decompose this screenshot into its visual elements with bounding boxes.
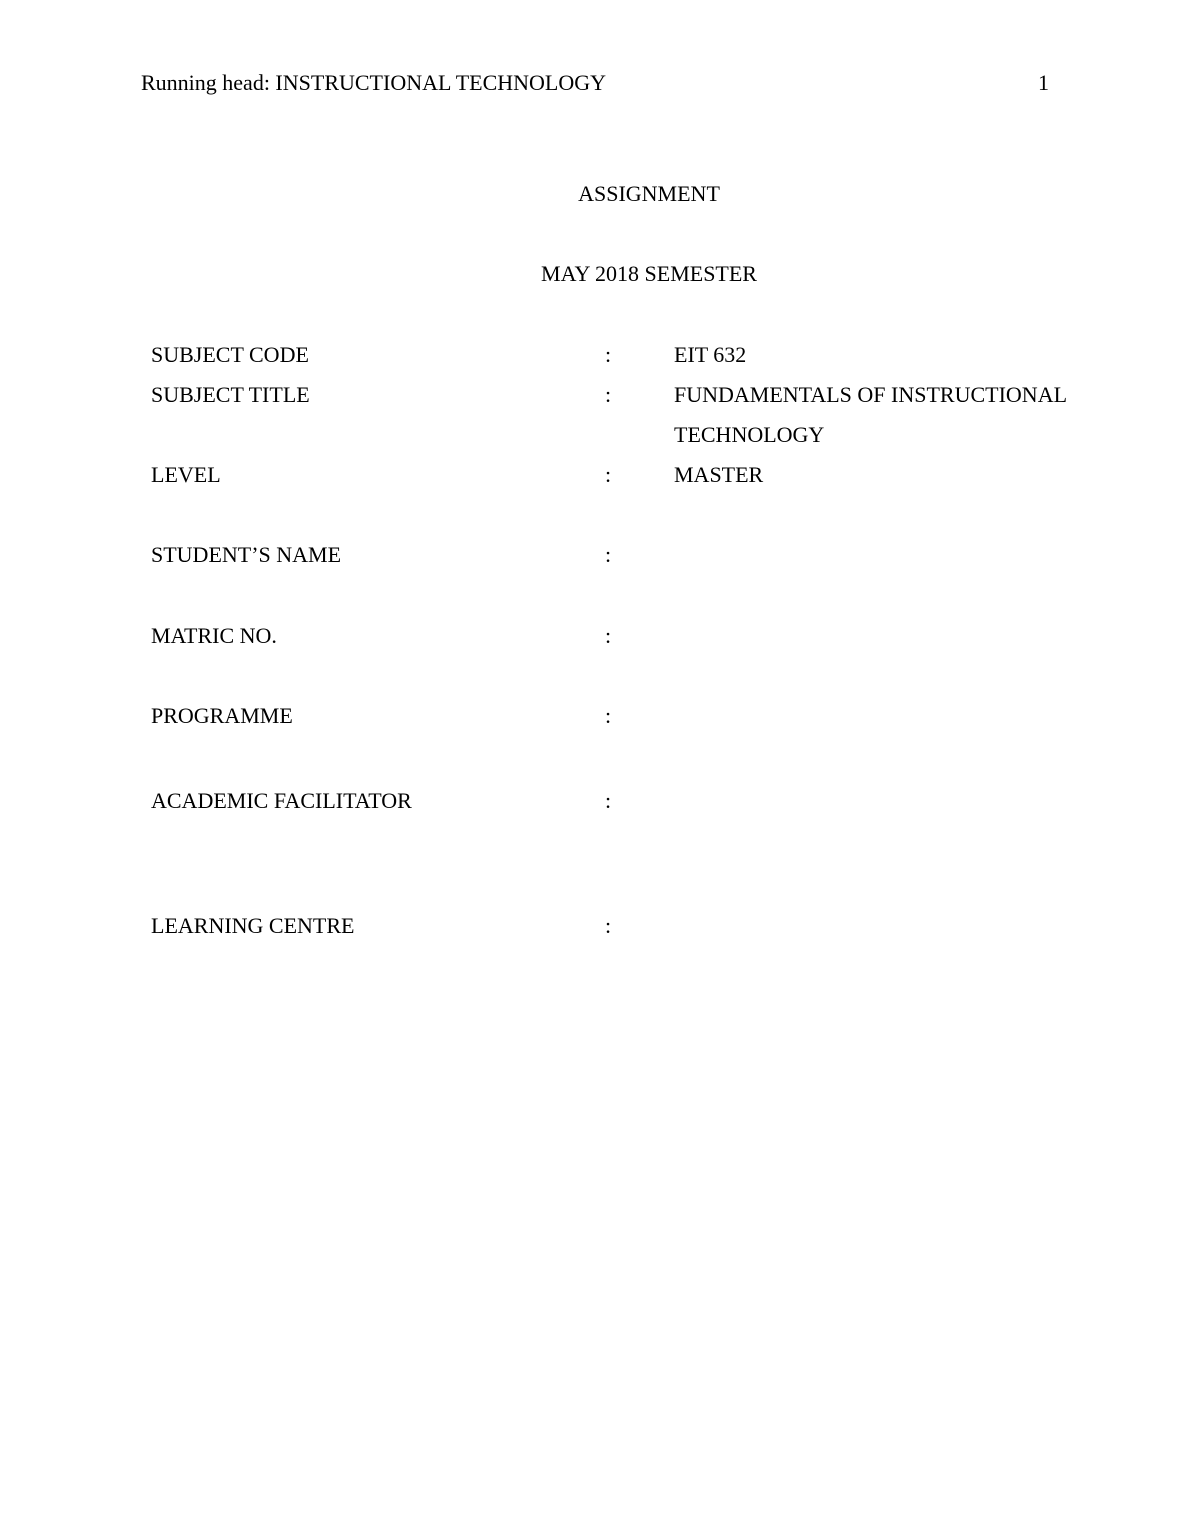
- semester-heading: MAY 2018 SEMESTER: [541, 261, 757, 286]
- document-title: ASSIGNMENT: [578, 181, 720, 206]
- level-label: LEVEL: [151, 462, 221, 487]
- learning-centre-separator: :: [605, 913, 612, 938]
- programme-label: PROGRAMME: [151, 703, 293, 728]
- learning-centre-label: LEARNING CENTRE: [151, 913, 355, 938]
- subject-code-label: SUBJECT CODE: [151, 342, 309, 367]
- page-number: 1: [1038, 70, 1049, 95]
- subject-title-label: SUBJECT TITLE: [151, 382, 310, 407]
- matric-no-separator: :: [605, 623, 612, 648]
- subject-code-value: EIT 632: [674, 342, 747, 367]
- level-value: MASTER: [674, 462, 764, 487]
- matric-no-label: MATRIC NO.: [151, 623, 277, 648]
- academic-facilitator-separator: :: [605, 788, 612, 813]
- level-separator: :: [605, 462, 612, 487]
- running-head: Running head: INSTRUCTIONAL TECHNOLOGY: [141, 70, 607, 95]
- student-name-label: STUDENT’S NAME: [151, 542, 342, 567]
- subject-title-value-line-2: TECHNOLOGY: [674, 422, 825, 447]
- subject-title-value-line-1: FUNDAMENTALS OF INSTRUCTIONAL: [674, 382, 1068, 407]
- programme-separator: :: [605, 703, 612, 728]
- student-name-separator: :: [605, 542, 612, 567]
- academic-facilitator-label: ACADEMIC FACILITATOR: [151, 788, 412, 813]
- subject-title-separator: :: [605, 382, 612, 407]
- subject-code-separator: :: [605, 342, 612, 367]
